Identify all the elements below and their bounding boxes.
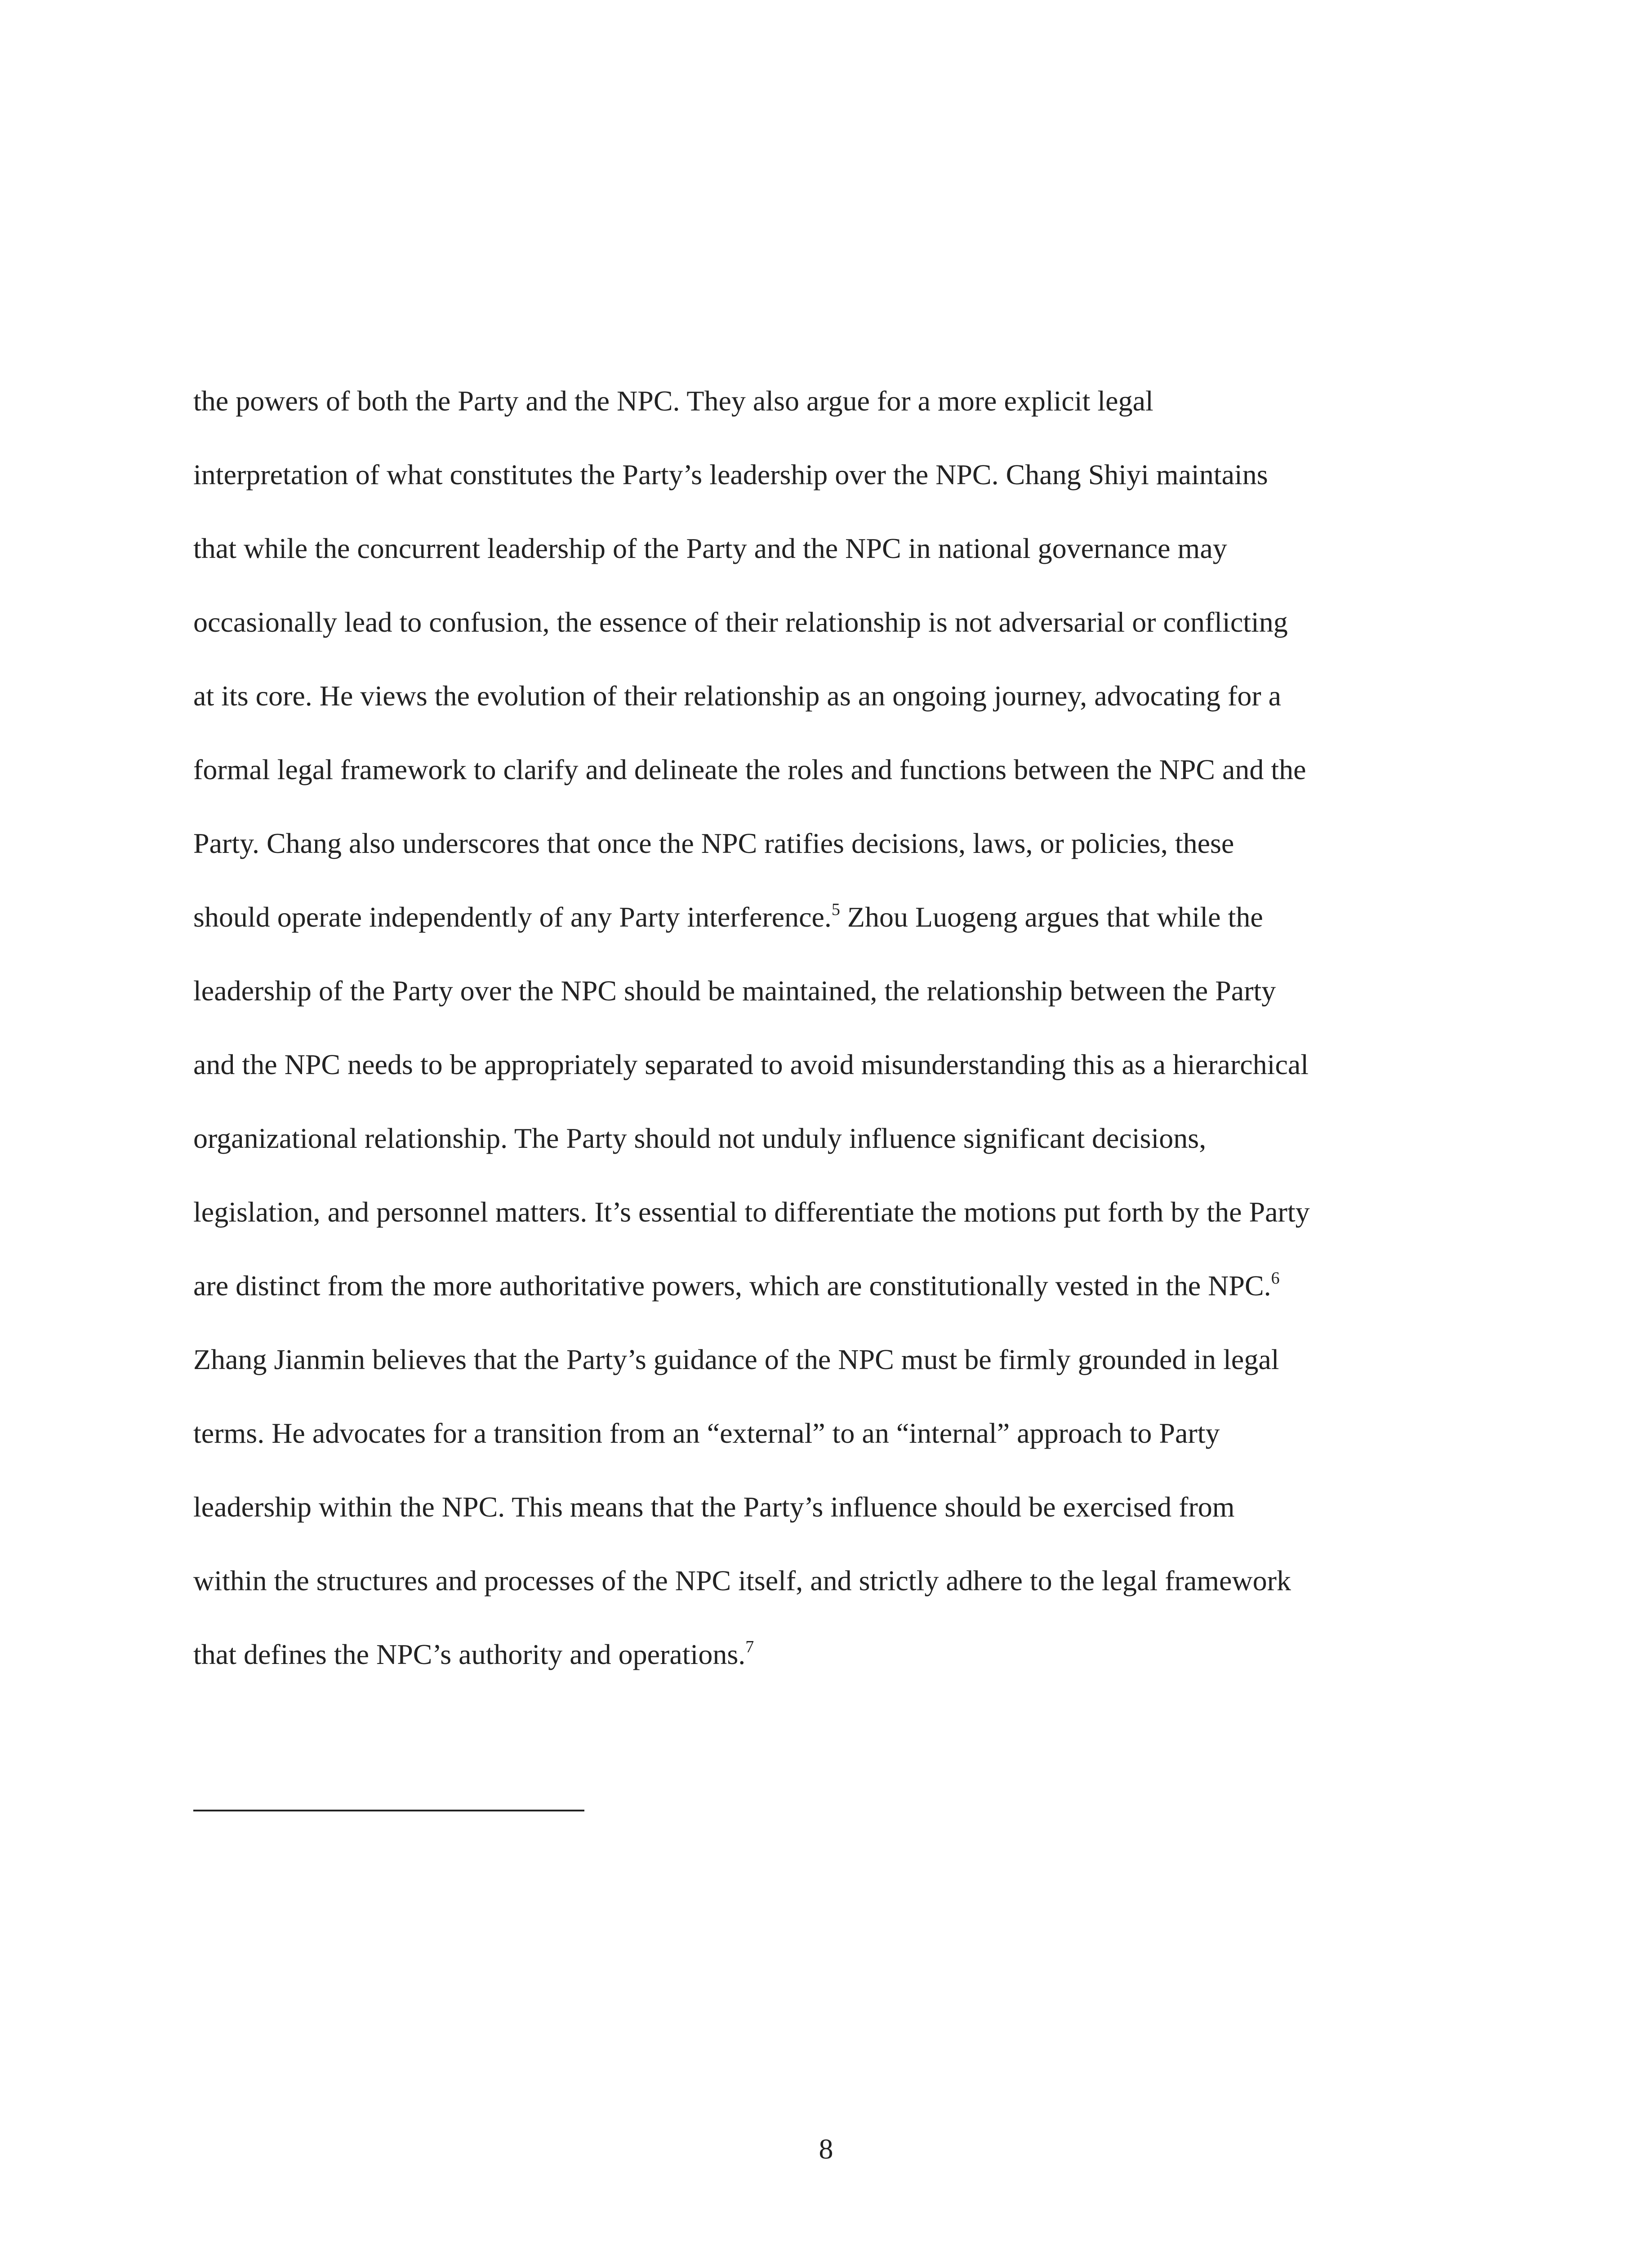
text-line: at its core. He views the evolution of their relationship as an ongoing journey, advocating for a: [193, 680, 1282, 712]
footnote-separator: [193, 1810, 584, 1811]
page-number: 8: [819, 2133, 833, 2165]
text-line: formal legal framework to clarify and delineate the roles and functions between the NPC and the: [193, 754, 1306, 785]
text-line: organizational relationship. The Party should not unduly influence significant decisions,: [193, 1122, 1207, 1154]
text-segment: that defines the NPC’s authority and operations.: [193, 1638, 746, 1670]
text-line: [193, 1618, 1452, 1691]
text-segment: Zhou Luogeng argues that while the: [840, 901, 1263, 933]
text-segment: are distinct from the more authoritative powers, which are constitutionally vested in the NPC.: [193, 1270, 1271, 1302]
text-line: Zhang Jianmin believes that the Party’s guidance of the NPC must be firmly grounded in legal: [193, 1343, 1279, 1375]
text-line: leadership of the Party over the NPC should be maintained, the relationship between the Party: [193, 975, 1276, 1007]
text-line: within the structures and processes of the NPC itself, and strictly adhere to the legal framework: [193, 1565, 1291, 1597]
body-paragraph: [193, 364, 1452, 1691]
text-line: the powers of both the Party and the NPC. They also argue for a more explicit legal: [193, 385, 1153, 417]
text-line: occasionally lead to confusion, the essence of their relationship is not adversarial or conflicting: [193, 606, 1288, 638]
text-line: Party. Chang also underscores that once the NPC ratifies decisions, laws, or policies, these: [193, 827, 1234, 859]
text-line: that while the concurrent leadership of the Party and the NPC in national governance may: [193, 532, 1227, 564]
footnote-reference[interactable]: 6: [1271, 1269, 1280, 1288]
text-line: [193, 1249, 1452, 1323]
text-segment: should operate independently of any Party interference.: [193, 901, 832, 933]
text-line: leadership within the NPC. This means that the Party’s influence should be exercised from: [193, 1491, 1235, 1523]
footnote-reference[interactable]: 5: [831, 900, 840, 919]
text-line: legislation, and personnel matters. It’s essential to differentiate the motions put forth by the Party: [193, 1196, 1310, 1228]
text-line: interpretation of what constitutes the Party’s leadership over the NPC. Chang Shiyi maintains: [193, 459, 1268, 491]
footnote-reference[interactable]: 7: [745, 1637, 754, 1656]
text-line: terms. He advocates for a transition from an “external” to an “internal” approach to Party: [193, 1417, 1220, 1449]
text-line: and the NPC needs to be appropriately separated to avoid misunderstanding this as a hierarchical: [193, 1048, 1309, 1080]
text-line: [193, 880, 1452, 954]
